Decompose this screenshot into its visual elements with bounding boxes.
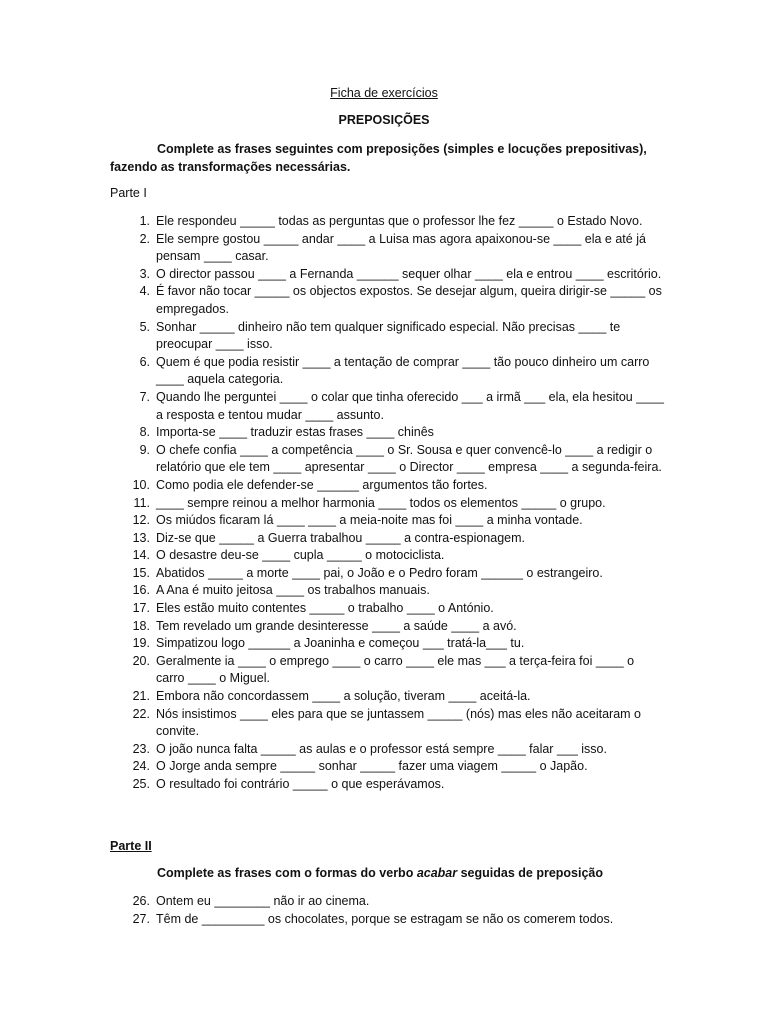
exercise-item xyxy=(110,706,666,741)
exercise-item xyxy=(110,283,666,318)
exercise-number: 2. xyxy=(139,231,150,246)
exercise-text: Ele respondeu _____ todas as perguntas que o professor lhe fez _____ o Estado Novo. xyxy=(156,214,643,228)
part2-instruction-before: Complete as frases com o formas do verbo xyxy=(157,866,417,880)
exercise-text: ____ sempre reinou a melhor harmonia ____ todos os elementos _____ o grupo. xyxy=(156,495,606,510)
exercise-text: Nós insistimos ____ eles para que se juntassem _____ (nós) mas eles não aceitaram o convite. xyxy=(156,706,641,739)
exercise-number: 12. xyxy=(132,513,150,528)
exercise-text: O resultado foi contrário _____ o que esperávamos. xyxy=(156,777,445,791)
exercise-text: O Jorge anda sempre _____ sonhar _____ fazer uma viagem _____ o Japão. xyxy=(156,759,588,774)
exercise-item xyxy=(110,213,666,231)
exercise-number: 9. xyxy=(139,442,150,457)
exercise-text: É favor não tocar _____ os objectos expostos. Se desejar algum, queira dirigir-se _____ os empregados. xyxy=(156,284,662,316)
part1-heading: Parte I xyxy=(110,186,147,200)
page-title: Ficha de exercícios xyxy=(330,86,438,100)
exercise-text: Sonhar _____ dinheiro não tem qualquer significado especial. Não precisas ____ te preocupar ____ isso. xyxy=(156,319,621,352)
exercise-text: O desastre deu-se ____ cupla _____ o motociclista. xyxy=(156,548,445,563)
exercise-item xyxy=(110,442,666,477)
exercise-item xyxy=(110,582,666,600)
exercise-number: 27. xyxy=(132,911,150,926)
exercise-item xyxy=(110,547,666,565)
page-subtitle: PREPOSIÇÕES xyxy=(338,113,430,127)
exercise-number: 1. xyxy=(139,214,150,228)
exercise-item xyxy=(110,600,666,618)
exercise-text: O chefe confia ____ a competência ____ o Sr. Sousa e quer convencê-lo ____ a redigir o relatório que ele tem ____ apresentar ____ o Director ____ empresa ____ a segunda-feira. xyxy=(156,442,662,475)
exercise-number: 8. xyxy=(139,425,150,440)
exercise-number: 4. xyxy=(139,284,150,299)
part2-instruction-verb: acabar xyxy=(416,866,458,880)
part2-instruction xyxy=(157,866,677,880)
exercise-item xyxy=(110,495,666,513)
exercise-item xyxy=(110,758,666,776)
exercise-item xyxy=(110,565,666,583)
exercise-item xyxy=(110,653,666,688)
exercise-text: Têm de _________ os chocolates, porque se estragam se não os comerem todos. xyxy=(156,911,614,926)
exercise-number: 23. xyxy=(132,741,150,756)
part2-exercise-list xyxy=(110,893,666,928)
exercise-item xyxy=(110,389,666,424)
exercise-item xyxy=(110,635,666,653)
exercise-item xyxy=(110,618,666,636)
exercise-number: 7. xyxy=(139,389,150,404)
exercise-number: 19. xyxy=(132,636,150,651)
exercise-number: 25. xyxy=(132,777,150,791)
exercise-item xyxy=(110,354,666,389)
exercise-number: 24. xyxy=(132,759,150,774)
exercise-item xyxy=(110,530,666,548)
exercise-item xyxy=(110,231,666,266)
exercise-item xyxy=(110,893,666,911)
exercise-item xyxy=(110,319,666,354)
exercise-number: 18. xyxy=(132,618,150,633)
exercise-text: Diz-se que _____ a Guerra trabalhou _____ a contra-espionagem. xyxy=(156,530,525,545)
exercise-number: 26. xyxy=(132,894,150,908)
exercise-text: Eles estão muito contentes _____ o trabalho ____ o António. xyxy=(156,601,494,616)
exercise-number: 6. xyxy=(139,354,150,369)
exercise-number: 10. xyxy=(132,477,150,492)
exercise-text: O director passou ____ a Fernanda ______ sequer olhar ____ ela e entrou ____ escritório. xyxy=(156,266,662,281)
exercise-item xyxy=(110,477,666,495)
exercise-item xyxy=(110,512,666,530)
exercise-text: Como podia ele defender-se ______ argumentos tão fortes. xyxy=(156,477,488,492)
exercise-number: 14. xyxy=(132,548,150,563)
exercise-text: Ontem eu ________ não ir ao cinema. xyxy=(156,894,370,908)
exercise-text: Importa-se ____ traduzir estas frases ____ chinês xyxy=(156,425,434,440)
exercise-text: Os miúdos ficaram lá ____ ____ a meia-noite mas foi ____ a minha vontade. xyxy=(156,513,583,528)
exercise-item xyxy=(110,266,666,284)
exercise-item xyxy=(110,688,666,706)
exercise-text: Ele sempre gostou _____ andar ____ a Luisa mas agora apaixonou-se ____ ela e até já pensam ____ casar. xyxy=(156,231,646,264)
exercise-number: 16. xyxy=(132,583,150,598)
exercise-number: 17. xyxy=(132,601,150,616)
part1-exercise-list xyxy=(110,213,666,794)
exercise-text: Quando lhe perguntei ____ o colar que tinha oferecido ___ a irmã ___ ela, ela hesitou ____ a resposta e tentou mudar ____ assunto. xyxy=(156,389,665,422)
part2-instruction-after: seguidas de preposição xyxy=(457,866,604,880)
exercise-item xyxy=(110,741,666,759)
exercise-text: Simpatizou logo ______ a Joaninha e começou ___ tratá-la___ tu. xyxy=(156,636,525,651)
exercise-text: O joão nunca falta _____ as aulas e o professor está sempre ____ falar ___ isso. xyxy=(156,741,607,756)
exercise-number: 13. xyxy=(132,530,150,545)
exercise-text: Tem revelado um grande desinteresse ____ a saúde ____ a avó. xyxy=(156,618,517,633)
exercise-number: 5. xyxy=(139,319,150,334)
exercise-number: 3. xyxy=(139,266,150,281)
exercise-item xyxy=(110,424,666,442)
part2-heading: Parte II xyxy=(110,839,152,853)
exercise-number: 15. xyxy=(132,565,150,580)
exercise-text: A Ana é muito jeitosa ____ os trabalhos manuais. xyxy=(156,583,430,598)
exercise-number: 11. xyxy=(133,495,150,510)
exercise-text: Quem é que podia resistir ____ a tentação de comprar ____ tão pouco dinheiro um carro ____ aquela categoria. xyxy=(156,354,650,387)
exercise-number: 22. xyxy=(132,706,150,721)
exercise-number: 20. xyxy=(132,653,150,668)
exercise-text: Geralmente ia ____ o emprego ____ o carro ____ ele mas ___ a terça-feira foi ____ o carro ____ o Miguel. xyxy=(156,653,635,686)
main-instruction: Complete as frases seguintes com preposições (simples e locuções prepositivas), fazendo as transformações necessárias. xyxy=(110,142,647,174)
exercise-item xyxy=(110,911,666,929)
exercise-text: Abatidos _____ a morte ____ pai, o João e o Pedro foram ______ o estrangeiro. xyxy=(156,565,603,580)
exercise-text: Embora não concordassem ____ a solução, tiveram ____ aceitá-la. xyxy=(156,689,531,704)
exercise-number: 21. xyxy=(132,689,150,704)
exercise-item xyxy=(110,776,666,794)
